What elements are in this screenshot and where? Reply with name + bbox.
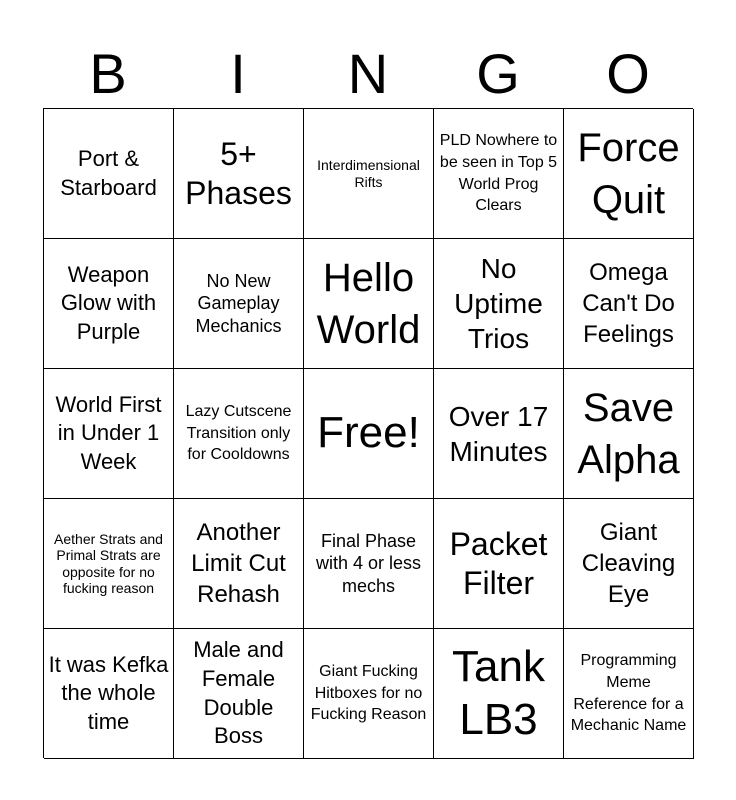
cell-text: It was Kefka the whole time: [48, 651, 169, 734]
header-letter-g: G: [476, 42, 520, 105]
bingo-cell[interactable]: [44, 499, 174, 629]
cell-text: Aether Strats and Primal Strats are opposite for no fucking reason: [54, 531, 163, 596]
cell-text: Omega Can't Do Feelings: [582, 258, 675, 349]
bingo-cell[interactable]: [434, 499, 564, 629]
cell-text: Force Quit: [577, 125, 680, 222]
bingo-cell[interactable]: [174, 109, 304, 239]
bingo-header: [43, 40, 693, 108]
header-letter-o: O: [606, 42, 650, 105]
cell-text: Port & Starboard: [60, 145, 157, 200]
cell-text: Male and Female Double Boss: [193, 637, 284, 749]
bingo-cell[interactable]: [434, 369, 564, 499]
cell-text: Tank LB3: [452, 641, 545, 744]
bingo-cell[interactable]: [174, 629, 304, 759]
cell-text: Save Alpha: [577, 385, 680, 482]
cell-text: PLD Nowhere to be seen in Top 5 World Prog Clears: [439, 132, 558, 215]
bingo-cell[interactable]: [44, 629, 174, 759]
bingo-cell[interactable]: [304, 369, 434, 499]
bingo-cell[interactable]: [174, 499, 304, 629]
cell-text: Giant Fucking Hitboxes for no Fucking Reason: [310, 663, 427, 724]
bingo-cell[interactable]: [44, 109, 174, 239]
header-letter-b: B: [89, 42, 127, 105]
bingo-cell[interactable]: [564, 239, 694, 369]
bingo-cell[interactable]: [304, 239, 434, 369]
cell-text: Packet Filter: [449, 526, 548, 601]
bingo-cell[interactable]: [434, 629, 564, 759]
cell-text: Lazy Cutscene Transition only for Cooldowns: [185, 403, 292, 464]
cell-text: Free!: [317, 408, 420, 458]
cell-text: No New Gameplay Mechanics: [195, 270, 282, 336]
bingo-cell[interactable]: [434, 239, 564, 369]
cell-text: Another Limit Cut Rehash: [191, 518, 286, 609]
bingo-cell[interactable]: [174, 239, 304, 369]
bingo-cell[interactable]: [44, 369, 174, 499]
cell-text: Hello World: [316, 255, 421, 352]
cell-text: Giant Cleaving Eye: [581, 518, 676, 609]
bingo-cell[interactable]: [564, 629, 694, 759]
cell-text: No Uptime Trios: [454, 253, 543, 354]
cell-text: Interdimensional Rifts: [317, 157, 420, 190]
bingo-cell[interactable]: [564, 109, 694, 239]
bingo-cell[interactable]: [434, 109, 564, 239]
header-letter-n: N: [347, 42, 389, 105]
bingo-cell[interactable]: [304, 499, 434, 629]
cell-text: Over 17 Minutes: [448, 400, 549, 467]
bingo-cell[interactable]: [564, 499, 694, 629]
cell-text: 5+ Phases: [185, 136, 292, 211]
cell-text: Programming Meme Reference for a Mechanic Name: [570, 652, 687, 735]
bingo-cell[interactable]: [44, 239, 174, 369]
bingo-cell[interactable]: [304, 109, 434, 239]
bingo-board: [43, 108, 693, 758]
cell-text: Weapon Glow with Purple: [60, 261, 157, 344]
cell-text: Final Phase with 4 or less mechs: [315, 530, 422, 596]
bingo-cell[interactable]: [304, 629, 434, 759]
bingo-cell[interactable]: [174, 369, 304, 499]
cell-text: World First in Under 1 Week: [55, 391, 162, 474]
header-letter-i: I: [230, 42, 246, 105]
bingo-cell[interactable]: [564, 369, 694, 499]
